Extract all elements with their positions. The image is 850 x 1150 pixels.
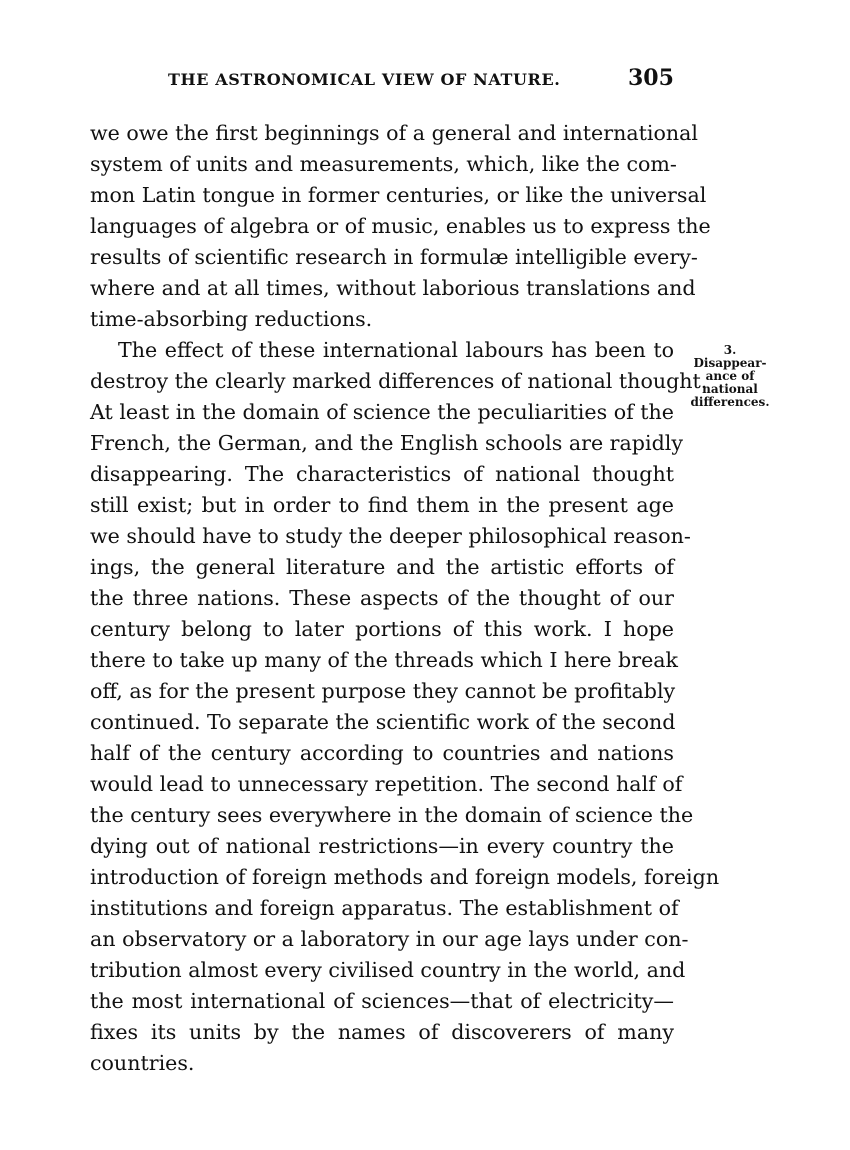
text-line: French, the German, and the English schools are rapidly xyxy=(90,431,683,455)
text-line: off, as for the present purpose they cannot be profitably xyxy=(90,679,676,703)
marginal-note-line: ance of xyxy=(705,369,755,383)
text-line: ings, the general literature and the artistic efforts of xyxy=(90,555,674,579)
page-number: 305 xyxy=(628,65,674,91)
text-line: tribution almost every civilised country in the world, and xyxy=(90,958,686,982)
text-line: At least in the domain of science the peculiarities of the xyxy=(90,400,674,424)
text-line: there to take up many of the threads which I here break xyxy=(90,648,679,672)
marginal-note-line: Disappear- xyxy=(693,356,767,370)
text-line: introduction of foreign methods and foreign models, foreign xyxy=(90,865,720,889)
marginal-note xyxy=(680,344,780,409)
text-line: continued. To separate the scientific work of the second xyxy=(90,710,676,734)
text-line: dying out of national restrictions—in every country the xyxy=(90,834,674,858)
body-text xyxy=(90,118,720,1079)
text-line: languages of algebra or of music, enables us to express the xyxy=(90,214,711,238)
text-line: The effect of these international labours has been to xyxy=(118,338,674,362)
marginal-note-line: differences. xyxy=(690,395,770,409)
text-line: mon Latin tongue in former centuries, or like the universal xyxy=(90,183,707,207)
text-line: an observatory or a laboratory in our age lays under con- xyxy=(90,927,689,951)
text-line: the most international of sciences—that of electricity— xyxy=(90,989,674,1013)
text-line: we should have to study the deeper philosophical reason- xyxy=(90,524,691,548)
text-line: institutions and foreign apparatus. The establishment of xyxy=(90,896,679,920)
text-line: still exist; but in order to find them in the present age xyxy=(90,493,674,517)
text-line: results of scientific research in formulæ intelligible every- xyxy=(90,245,698,269)
text-line: time-absorbing reductions. xyxy=(90,307,373,331)
text-line: century belong to later portions of this work. I hope xyxy=(90,617,674,641)
text-line: the century sees everywhere in the domain of science the xyxy=(90,803,694,827)
text-line: would lead to unnecessary repetition. The second half of xyxy=(90,772,683,796)
text-line: system of units and measurements, which, like the com- xyxy=(90,152,677,176)
marginal-note-line: national xyxy=(702,382,758,396)
text-line: the three nations. These aspects of the thought of our xyxy=(90,586,674,610)
text-line: countries. xyxy=(90,1051,195,1075)
marginal-note-line: 3. xyxy=(723,343,737,357)
text-line: where and at all times, without laborious translations and xyxy=(90,276,696,300)
running-head: THE ASTRONOMICAL VIEW OF NATURE. xyxy=(168,70,561,89)
text-line: destroy the clearly marked differences of national thought. xyxy=(90,369,708,393)
text-line: half of the century according to countries and nations xyxy=(90,741,674,765)
text-line: we owe the first beginnings of a general and international xyxy=(90,121,698,145)
text-line: fixes its units by the names of discoverers of many xyxy=(90,1020,674,1044)
text-line: disappearing. The characteristics of national thought xyxy=(90,462,674,486)
